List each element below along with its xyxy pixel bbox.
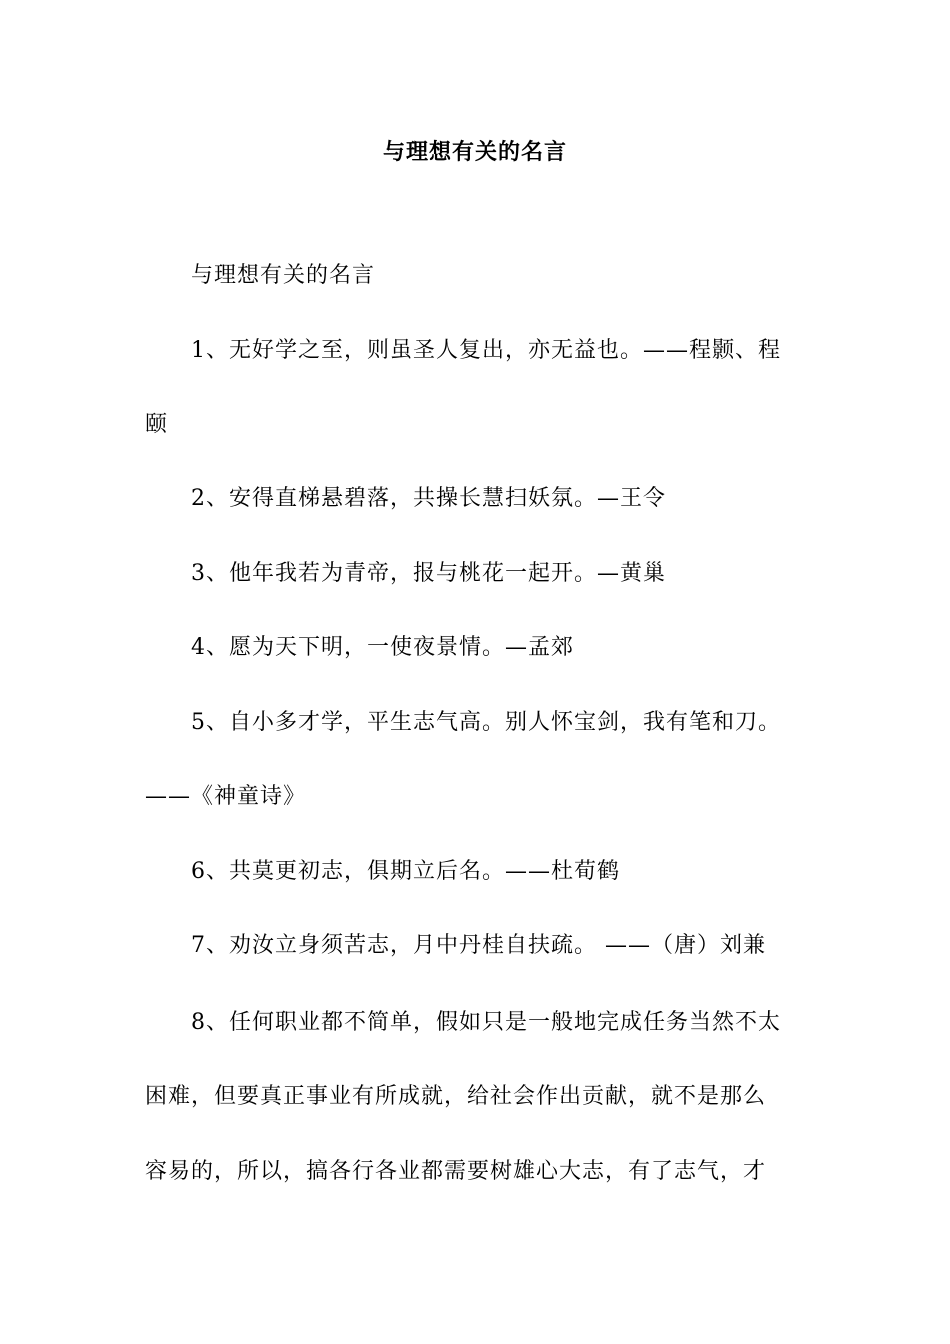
quote-5-line-2: ——《神童诗》 bbox=[145, 784, 307, 809]
document-title: 与理想有关的名言 bbox=[382, 139, 567, 165]
quote-5-line-1: 5、自小多才学，平生志气高。别人怀宝剑，我有笔和刀。 bbox=[191, 710, 781, 735]
quote-8-line-2: 困难，但要真正事业有所成就，给社会作出贡献，就不是那么 bbox=[145, 1084, 767, 1109]
quote-3: 3、他年我若为青帝，报与桃花一起开。—黄巢 bbox=[191, 561, 666, 586]
quote-8-line-1: 8、任何职业都不简单，假如只是一般地完成任务当然不太 bbox=[191, 1010, 781, 1035]
quote-2: 2、安得直梯悬碧落，共操长慧扫妖氛。—王令 bbox=[191, 486, 666, 511]
quote-8-line-3: 容易的，所以，搞各行各业都需要树雄心大志，有了志气，才 bbox=[145, 1159, 767, 1184]
quote-6: 6、共莫更初志，俱期立后名。——杜荀鹤 bbox=[191, 859, 620, 884]
document-subtitle: 与理想有关的名言 bbox=[191, 263, 376, 288]
quote-1-line-1: 1、无好学之至，则虽圣人复出，亦无益也。——程颢、程 bbox=[191, 338, 781, 363]
quote-1-line-2: 颐 bbox=[145, 412, 169, 437]
quote-4: 4、愿为天下明，一使夜景情。—孟郊 bbox=[191, 635, 574, 660]
quote-7: 7、劝汝立身须苦志，月中丹桂自扶疏。 ——（唐）刘兼 bbox=[191, 933, 766, 958]
